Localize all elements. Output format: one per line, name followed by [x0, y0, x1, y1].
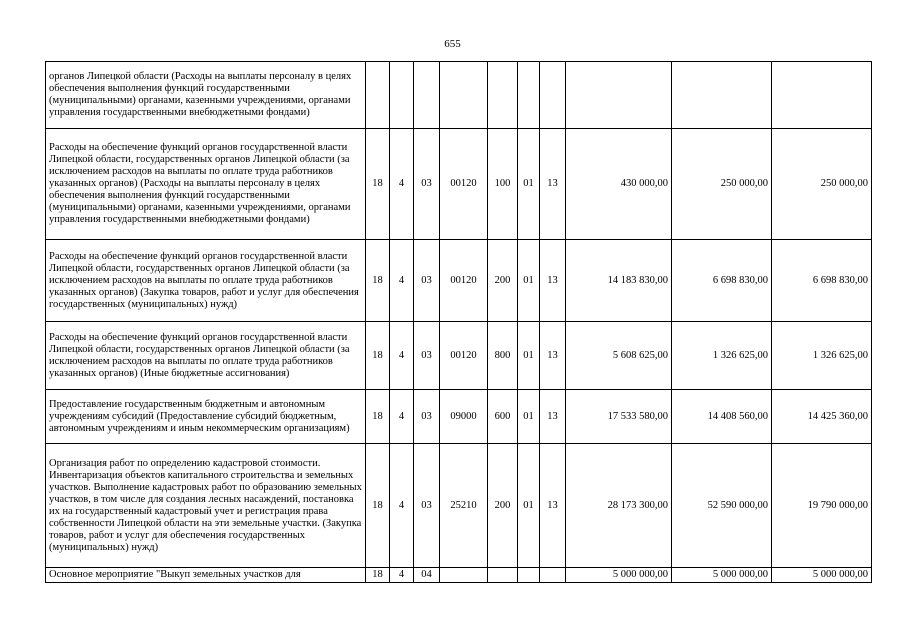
row-description: Расходы на обеспечение функций органов государственной власти Липецкой области, государственных органов Липецкой области (за исключением расходов на выплаты по оплате труда работников указанных органов) (Закупка товаров, работ и услуг для обеспечения государственных (муниципальных) нужд) — [46, 240, 366, 322]
row-description: органов Липецкой области (Расходы на выплаты персоналу в целях обеспечения выполнения функций государственными (муниципальными) органами, казенными учреждениями, органами управления государственными внебюджетными фондами) — [46, 62, 366, 129]
code-cell — [518, 62, 540, 129]
amount-year-1: 5 000 000,00 — [566, 568, 672, 583]
amount-year-2: 250 000,00 — [672, 129, 772, 240]
code-cell: 600 — [488, 390, 518, 444]
code-cell: 03 — [414, 390, 440, 444]
table-row — [46, 240, 872, 322]
code-cell — [540, 568, 566, 583]
table-row — [46, 62, 872, 129]
code-cell: 100 — [488, 129, 518, 240]
code-cell: 800 — [488, 322, 518, 390]
code-cell: 200 — [488, 240, 518, 322]
code-cell: 09000 — [440, 390, 488, 444]
code-cell: 4 — [390, 444, 414, 568]
code-cell: 04 — [414, 568, 440, 583]
table-row — [46, 444, 872, 568]
row-description: Расходы на обеспечение функций органов государственной власти Липецкой области, государственных органов Липецкой области (за исключением расходов на выплаты по оплате труда работников указанных органов) (Иные бюджетные ассигнования) — [46, 322, 366, 390]
amount-year-1: 28 173 300,00 — [566, 444, 672, 568]
code-cell: 4 — [390, 322, 414, 390]
code-cell: 13 — [540, 240, 566, 322]
code-cell: 03 — [414, 129, 440, 240]
code-cell: 200 — [488, 444, 518, 568]
amount-year-1: 5 608 625,00 — [566, 322, 672, 390]
code-cell: 03 — [414, 322, 440, 390]
amount-year-1 — [566, 62, 672, 129]
code-cell: 01 — [518, 322, 540, 390]
code-cell: 18 — [366, 444, 390, 568]
table-body — [46, 62, 872, 583]
code-cell: 01 — [518, 129, 540, 240]
code-cell: 00120 — [440, 129, 488, 240]
row-description: Основное мероприятие "Выкуп земельных участков для — [46, 568, 366, 583]
table-row — [46, 322, 872, 390]
amount-year-3: 5 000 000,00 — [772, 568, 872, 583]
budget-table — [45, 61, 872, 583]
code-cell: 18 — [366, 240, 390, 322]
row-description: Предоставление государственным бюджетным и автономным учреждениям субсидий (Предоставление субсидий бюджетным, автономным учреждениям и иным некоммерческим организациям) — [46, 390, 366, 444]
code-cell — [366, 62, 390, 129]
code-cell: 18 — [366, 129, 390, 240]
code-cell: 13 — [540, 129, 566, 240]
amount-year-3: 6 698 830,00 — [772, 240, 872, 322]
code-cell: 4 — [390, 240, 414, 322]
code-cell: 4 — [390, 390, 414, 444]
code-cell: 18 — [366, 568, 390, 583]
amount-year-1: 430 000,00 — [566, 129, 672, 240]
table-row — [46, 129, 872, 240]
amount-year-3: 19 790 000,00 — [772, 444, 872, 568]
code-cell: 13 — [540, 322, 566, 390]
code-cell: 00120 — [440, 322, 488, 390]
code-cell: 18 — [366, 390, 390, 444]
code-cell: 01 — [518, 390, 540, 444]
code-cell: 00120 — [440, 240, 488, 322]
table-row — [46, 568, 872, 583]
code-cell — [440, 62, 488, 129]
code-cell: 01 — [518, 444, 540, 568]
amount-year-2: 5 000 000,00 — [672, 568, 772, 583]
amount-year-2: 14 408 560,00 — [672, 390, 772, 444]
amount-year-3: 250 000,00 — [772, 129, 872, 240]
code-cell — [518, 568, 540, 583]
row-description: Организация работ по определению кадастровой стоимости. Инвентаризация объектов капитального строительства и земельных участков. Выполнение кадастровых работ по образованию земельных участков, в том числе для создания лесных насаждений, постановка их на государственный кадастровый учет и регистрация права собственности Липецкой области на эти земельные участки. (Закупка товаров, работ и услуг для обеспечения государственных (муниципальных) нужд) — [46, 444, 366, 568]
code-cell — [488, 568, 518, 583]
code-cell: 4 — [390, 129, 414, 240]
amount-year-1: 17 533 580,00 — [566, 390, 672, 444]
page-number: 655 — [444, 38, 461, 50]
code-cell — [540, 62, 566, 129]
amount-year-2 — [672, 62, 772, 129]
amount-year-3 — [772, 62, 872, 129]
code-cell — [414, 62, 440, 129]
amount-year-2: 1 326 625,00 — [672, 322, 772, 390]
code-cell — [390, 62, 414, 129]
row-description: Расходы на обеспечение функций органов государственной власти Липецкой области, государственных органов Липецкой области (за исключением расходов на выплаты по оплате труда работников указанных органов) (Расходы на выплаты персоналу в целях обеспечения выполнения функций государственными (муниципальными) органами, казенными учреждениями, органами управления государственными внебюджетными фондами) — [46, 129, 366, 240]
amount-year-3: 14 425 360,00 — [772, 390, 872, 444]
code-cell: 03 — [414, 444, 440, 568]
code-cell: 4 — [390, 568, 414, 583]
table-row — [46, 390, 872, 444]
amount-year-2: 52 590 000,00 — [672, 444, 772, 568]
code-cell: 03 — [414, 240, 440, 322]
code-cell: 13 — [540, 444, 566, 568]
code-cell — [488, 62, 518, 129]
code-cell: 25210 — [440, 444, 488, 568]
code-cell: 18 — [366, 322, 390, 390]
code-cell — [440, 568, 488, 583]
amount-year-1: 14 183 830,00 — [566, 240, 672, 322]
code-cell: 01 — [518, 240, 540, 322]
amount-year-2: 6 698 830,00 — [672, 240, 772, 322]
code-cell: 13 — [540, 390, 566, 444]
amount-year-3: 1 326 625,00 — [772, 322, 872, 390]
